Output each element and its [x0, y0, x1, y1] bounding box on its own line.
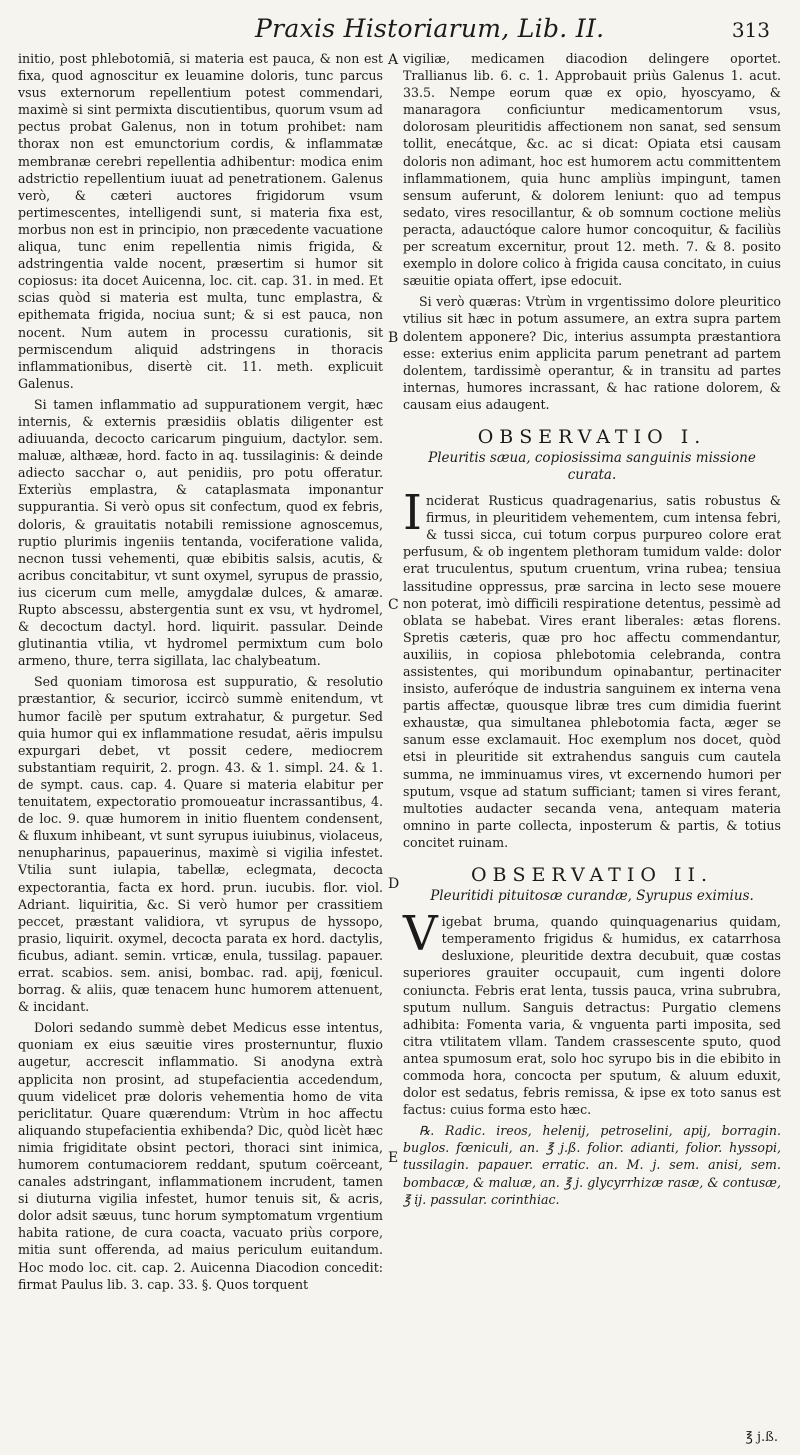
paragraph: vigiliæ, medicamen diacodion delingere oportet. Trallianus lib. 6. c. 1. Approbauit priùs Galenus 1. acut. 33.5. Nempe eorum quæ ex opio, hyoscyamo, & manaragora conficiuntur medicamentorum vsus, dolorosam pleuritidis affectionem non sanat, sed sensum tollit, enecátque, &c. ac si dicat: Opiata etsi causam doloris non adimant, hoc est humorem actu committentem inflammationem, quia hunc ampliùs impingunt, tamen sensum auferunt, & dolorem leniunt: quo ad tempus sedato, vires resocillantur, & ob somnum coctione meliùs peracta, adauctóque calore humor concoquitur, & faciliùs per screatum excernitur, prout 12. meth. 7. & 8. posito exemplo in dolore colico à frigida causa concitato, in cuius sæuitie opiata offert, ipse edocuit.: [403, 51, 781, 289]
page-number: 313: [731, 18, 770, 42]
observation-text: Inciderat Rusticus quadragenarius, satis robustus & firmus, in pleuritidem vehementem, cum intensa febri, & tussi sicca, cui totum corpus purpureo colore erat perfusum, & ob ingentem plethoram tumidum valde: dolor erat truculentus, sputum cruentum, vrina rubea; tensiua lassitudine oppressus, præ sarcina in lecto sese mouere non poterat, imò difficili respiratione detentus, pessimè ad oblata se habebat. Vires erant liberales: ætas florens. Spretis cæteris, quæ pro hoc affectu commendantur, auxiliis, in copiosa phlebotomia celebranda, contra assistentes, qui moribundum opinabantur, pertinaciter insisto, auferóque de industria sanguinem ex interna vena partis affectæ, quousque libræ tres cum dimidia fuerint exhaustæ, qua simultanea phlebotomia facta, æger se sanum esse exclamauit. Hoc exemplum nos docet, quòd etsi in pleuritide sit extrahendus sanguis cum cautela summa, ne imminuamus vires, vt excernendo humori per sputum, vsque ad statum sufficiant; tamen si vires ferant, multoties audacter secanda vena, antequam materia omnino in parte collecta, inposterum & partis, & totius concitet ruinam.: [403, 485, 781, 850]
page-header: [0, 14, 800, 48]
observation-subtitle: Pleuritis sæua, copiosissima sanguinis missione curata.: [428, 450, 756, 484]
observation-title: OBSERVATIO II.: [470, 864, 713, 887]
paragraph: Si tamen inflammatio ad suppurationem vergit, hæc internis, & externis præsidiis oblatis diligenter est adiuuanda, decocto caricarum pinguium, dactylor. sem. maluæ, althææ, hord. facto in aq. tussilaginis: & deinde adiecto sacchar o, aut penidiis, pro potu offeratur. Exteriùs emplastra, & cataplasmata imponantur suppurantia. Si verò opus sit confectum, quod ex febris, doloris, & grauitatis notabili remissione agnoscemus, ruptio plurimis ingeniis tentanda, vociferatione valida, necnon tussi vehementi, quæ ebibitis salsis, acutis, & acribus concitabitur, vt sunt oxymel, syrupus de prassio, ius cicerum cum melle, amygdalæ dulces, & amaræ. Rupto abscessu, abstergentia sunt ex vsu, vt hydromel, & decoctum dactyl. hord. liquirit. passular. Deinde glutinantia vtilia, vt hydromel permixtum cum bolo armeno, thure, terra sigillata, lac chalybeatum.: [18, 396, 383, 669]
paragraph: Dolori sedando summè debet Medicus esse intentus, quoniam ex eius sæuitie vires prosternuntur, fluxio augetur, accrescit inflammatio. Si anodyna extrà applicita non prosint, ad stupefacientia accedendum, quum videlicet præ doloris vehementia homo de vita periclitatur. Quare quærendum: Vtrùm in hoc affectu aliquando stupefacientia exhibenda? Dic, quòd licèt hæc nimia frigiditate obsint pectori, thoraci sint inimica, humorem contumaciorem reddant, sputum coërceant, canales adstringant, inflammationem incrudent, tamen si diuturna vigilia infestet, humor tenuis sit, & acris, dolor adsit sæuus, tunc horum symptomatum vrgentium habita ratione, de cura coacta, vacuato priùs corpore, mitia sunt offerenda, ad maius periculum euitandum. Hoc modo loc. cit. cap. 2. Auicenna Diacodion concedit: firmat Paulus lib. 3. cap. 33. §. Quos torquent: [18, 1020, 383, 1292]
observation-title: OBSERVATIO I.: [477, 425, 707, 448]
catchword: ℥ j.ß.: [745, 1430, 778, 1445]
running-title: Praxis Historiarum, Lib. II.: [255, 14, 605, 43]
left-column: [18, 50, 383, 1297]
observation-text: Vigebat bruma, quando quinquagenarius quidam, temperamento frigidus & humidus, ex catarrhosa desluxione, pleuritide dextra decubuit, quæ costas superiores grauiter occupauit, cum ingenti dolore coniuncta. Febris erat lenta, tussis pauca, vrina subrubra, sputum nullum. Sanguis detractus: Purgatio clemens adhibita: Fomenta varia, & vnguenta parti imposita, sed citra vtilitatem vllam. Tandem crassescente sputo, quod antea spumosum erat, solo hoc syrupo bis in die ebibito in commoda hora, concocta per sputum, & aluum eduxit, dolor est sedatus, febris remissa, & ipse ex toto sanus est factus: cuius forma esto hæc.: [403, 906, 781, 1118]
margin-marker: A: [388, 52, 399, 68]
margin-marker: E: [388, 1150, 399, 1166]
observation-subtitle: Pleuritidi pituitosæ curandæ, Syrupus eximius.: [430, 888, 754, 905]
margin-marker: C: [388, 597, 399, 613]
margin-marker: B: [388, 330, 399, 346]
right-column: [403, 50, 781, 1212]
paragraph: Sed quoniam timorosa est suppuratio, & resolutio præstantior, & securior, iccircò summè enitendum, vt humor facilè per sputum extrahatur, & purgetur. Sed quia humor qui ex inflammatione resudat, aëris impulsu expurgari debet, vt possit cedere, mediocrem substantiam requirit, 2. progn. 43. & 1. simpl. 24. & 1. de sympt. caus. cap. 4. Quare si materia elabitur per tenuitatem, expectoratio promoueatur incrassantibus, 4. de loc. 9. quæ humorem in initio fluentem condensent, & fluxum inhibeant, vt sunt syrupus iuiubinus, violaceus, nenupharinus, papauerinus, maximè si vigilia infestet. Vtilia sunt iulapia, tabellæ, eclegmata, decocta expectorantia, facta ex hord. prun. iucubis. flor. viol. Adriant. liquiritia, &c. Si verò humor per crassitiem peccet, præstant validiora, vt syrupus de hyssopo, prasio, liquirit. oxymel, decocta parata ex hord. dactylis, ficubus, adiant. semin. vrticæ, enula, tussilag. papauer. errat. scabios. sem. anisi, bombac. rad. apij, fœnicul. borrag. & aliis, quæ tenacem hunc humorem attenuent, & incidant.: [18, 674, 383, 1015]
margin-marker: D: [388, 876, 400, 892]
paragraph: initio, post phlebotomiā, si materia est pauca, & non est fixa, quod agnoscitur ex leuamine doloris, tunc parcus vsus externorum repellentium potest commendari, maximè si sint permixta discutientibus, quorum vsum ad pectus probat Galenus, non in totum prohibet: nam thorax non est emunctorium cordis, & inflammatæ membranæ cerebri repellentia adhibentur: modica enim adstrictio repellentium iuuat ad penetrationem. Galenus verò, & cæteri auctores frigidorum vsum pertimescentes, intelligendi sunt, si materia fixa est, morbus non est in principio, non præcedente vacuatione aliqua, tunc enim repellentia nimis frigida, & adstringentia valde nocent, præsertim si humor sit copiosus: ita docet Auicenna, loc. cit. cap. 31. in med. Et scias quòd si materia est multa, tunc emplastra, & epithemata frigida, nociua sunt; & si est pauca, non nocent. Num autem in processu curationis, sit permiscendum aliquid adstringens in thoracis inflammationibus, disertè cit. 11. meth. explicuit Galenus.: [18, 51, 383, 391]
paragraph: Si verò quæras: Vtrùm in vrgentissimo dolore pleuritico vtilius sit hæc in potum assumere, an extra supra partem dolentem apponere? Dic, interius assumpta præstantiora esse: exterius enim applicita parum penetrant ad partem dolentem, tardissimè operantur, & in transitu ad partes internas, humores incrassant, & hac ratione dolorem, & causam eius adaugent.: [403, 294, 781, 412]
recipe: ℞. Radic. ireos, helenij, petroselini, apij, borragin. buglos. fœniculi, an. ℥ j.ß. folior. adianti, folior. hyssopi, tussilagin. papauer. erratic. an. M. j. sem. anisi, sem. bombacæ, & maluæ, an. ℥ j. glycyrrhizæ rasæ, & contusæ, ℥ ij. passular. corinthiac.: [403, 1123, 781, 1207]
